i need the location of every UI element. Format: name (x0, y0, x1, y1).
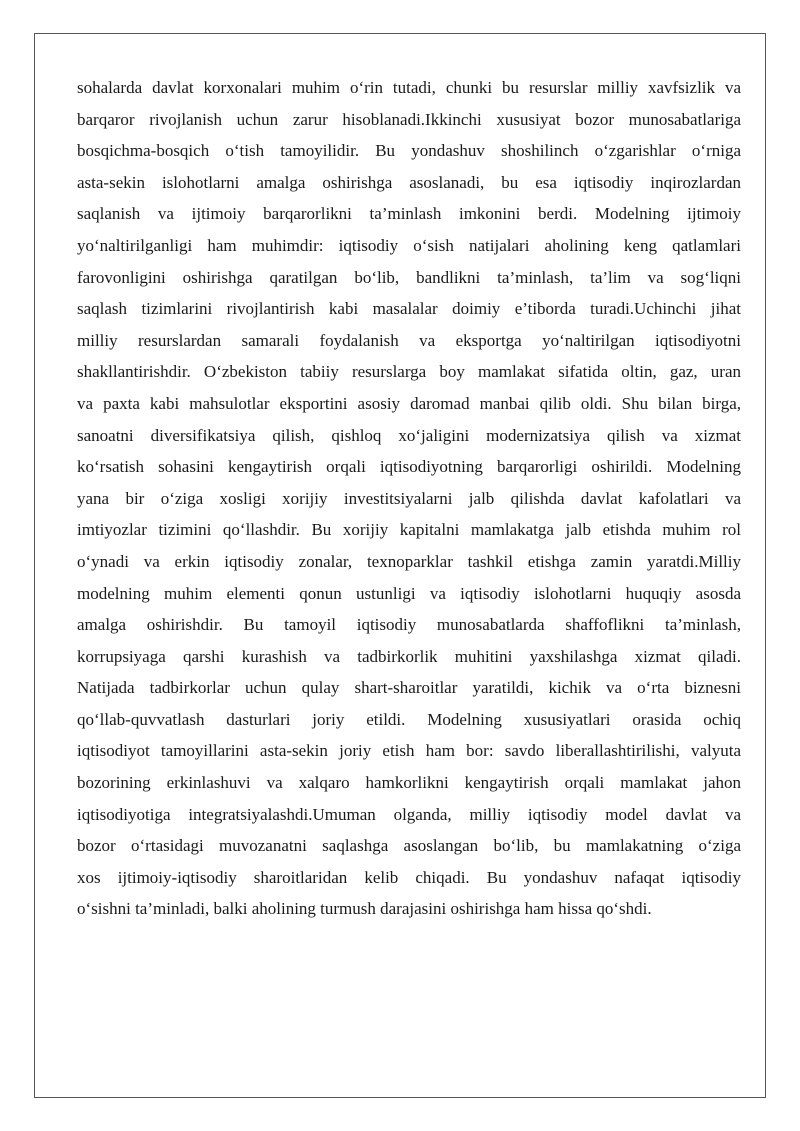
text-line: xos ijtimoiy-iqtisodiy sharoitlaridan kelib chiqadi. Bu yondashuv nafaqat iqtisodiy (77, 867, 741, 887)
text-line: yo‘naltirilganligi ham muhimdir: iqtisodiy o‘sish natijalari aholining keng qatlamlari (77, 235, 741, 255)
text-line: asta-sekin islohotlarni amalga oshirishga asoslanadi, bu esa iqtisodiy inqirozlardan (77, 172, 741, 192)
body-paragraph (77, 72, 741, 925)
text-line: saqlash tizimlarini rivojlantirish kabi masalalar doimiy e’tiborda turadi.Uchinchi jihat (77, 299, 741, 319)
text-line: Natijada tadbirkorlar uchun qulay shart-sharoitlar yaratildi, kichik va o‘rta biznesni (77, 678, 741, 698)
text-line: va paxta kabi mahsulotlar eksportini asosiy daromad manbai qilib oldi. Shu bilan birga, (77, 393, 741, 413)
text-line: saqlanish va ijtimoiy barqarorlikni ta’minlash imkonini berdi. Modelning ijtimoiy (77, 204, 741, 224)
text-line: yana bir o‘ziga xosligi xorijiy investitsiyalarni jalb qilishda davlat kafolatlari va (77, 488, 741, 508)
text-line: imtiyozlar tizimini qo‘llashdir. Bu xorijiy kapitalni mamlakatga jalb etishda muhim rol (77, 520, 741, 540)
text-line: korrupsiyaga qarshi kurashish va tadbirkorlik muhitini yaxshilashga xizmat qiladi. (77, 646, 741, 666)
text-line: modelning muhim elementi qonun ustunligi va iqtisodiy islohotlarni huquqiy asosda (77, 583, 741, 603)
text-line: farovonligini oshirishga qaratilgan bo‘lib, bandlikni ta’minlash, ta’lim va sog‘liqni (77, 267, 741, 287)
text-line: milliy resurslardan samarali foydalanish va eksportga yo‘naltirilgan iqtisodiyotni (77, 330, 741, 350)
text-line: iqtisodiyot tamoyillarini asta-sekin joriy etish ham bor: savdo liberallashtirilishi, valyuta (77, 741, 741, 761)
text-line: ko‘rsatish sohasini kengaytirish orqali iqtisodiyotning barqarorligi oshirildi. Modelning (77, 457, 741, 477)
text-line: bozorining erkinlashuvi va xalqaro hamkorlikni kengaytirish orqali mamlakat jahon (77, 773, 741, 793)
text-line: amalga oshirishdir. Bu tamoyil iqtisodiy munosabatlarda shaffoflikni ta’minlash, (77, 615, 741, 635)
text-line: qo‘llab-quvvatlash dasturlari joriy etildi. Modelning xususiyatlari orasida ochiq (77, 709, 741, 729)
text-line: shakllantirishdir. O‘zbekiston tabiiy resurslarga boy mamlakat sifatida oltin, gaz, uran (77, 362, 741, 382)
text-line: bosqichma-bosqich o‘tish tamoyilidir. Bu yondashuv shoshilinch o‘zgarishlar o‘rniga (77, 141, 741, 161)
text-line: sanoatni diversifikatsiya qilish, qishloq xo‘jaligini modernizatsiya qilish va xizmat (77, 425, 741, 445)
text-line: barqaror rivojlanish uchun zarur hisoblanadi.Ikkinchi xususiyat bozor munosabatlariga (77, 109, 741, 129)
text-line: iqtisodiyotiga integratsiyalashdi.Umuman olganda, milliy iqtisodiy model davlat va (77, 804, 741, 824)
text-line: sohalarda davlat korxonalari muhim o‘rin tutadi, chunki bu resurslar milliy xavfsizlik va (77, 78, 741, 97)
text-line: o‘ynadi va erkin iqtisodiy zonalar, texnoparklar tashkil etishga zamin yaratdi.Milliy (77, 551, 741, 571)
text-line: o‘sishni ta’minladi, balki aholining turmush darajasini oshirishga ham hissa qo‘shdi. (77, 899, 652, 919)
text-line: bozor o‘rtasidagi muvozanatni saqlashga asoslangan bo‘lib, bu mamlakatning o‘ziga (77, 836, 741, 856)
